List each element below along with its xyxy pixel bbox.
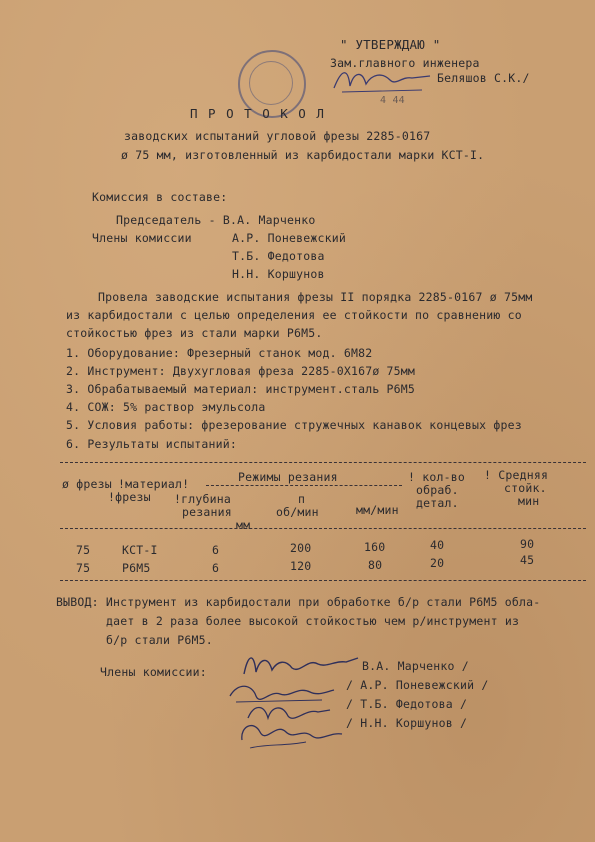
table-row-2-diameter: 75	[76, 561, 91, 575]
commission-intro: Комиссия в составе:	[92, 190, 228, 204]
table-header-rule	[60, 528, 586, 529]
table-header-durability-1: ! Средняя	[484, 468, 549, 482]
table-row-2-material: Р6М5	[122, 561, 151, 575]
body-item-2: 2. Инструмент: Двухугловая фреза 2285-0Х167ø 75мм	[66, 364, 416, 378]
table-modes-rule	[206, 485, 402, 486]
table-row-1-feed: 160	[364, 540, 386, 554]
commission-member-3: Н.Н. Коршунов	[232, 267, 325, 281]
member-signature-4	[236, 718, 346, 752]
table-header-quantity-2: обраб.	[416, 483, 459, 497]
table-bottom-rule	[60, 580, 586, 581]
table-row-1-depth: 6	[212, 543, 220, 557]
approval-title: " УТВЕРЖДАЮ "	[340, 37, 441, 52]
table-row-1-material: КСТ-I	[122, 543, 158, 557]
table-header-depth-3: мм	[236, 518, 251, 532]
table-header-depth-1: !глубина	[174, 492, 231, 506]
commission-member-2: Т.Б. Федотова	[232, 249, 325, 263]
table-header-feed: мм/мин	[356, 503, 399, 517]
table-row-1-durability: 90	[520, 537, 535, 551]
table-row-1-diameter: 75	[76, 543, 91, 557]
member-signature-1	[240, 650, 360, 680]
document-subtitle-line2: ø 75 мм, изготовленный из карбидостали марки КСТ-I.	[121, 148, 485, 162]
body-item-4: 4. СОЖ: 5% раствор эмульсола	[66, 400, 266, 414]
document-heading: П Р О Т О К О Л	[190, 106, 326, 121]
body-item-1: 1. Оборудование: Фрезерный станок мод. 6М82	[66, 346, 373, 360]
table-header-material-2: !фрезы	[108, 490, 151, 504]
table-top-rule	[60, 462, 586, 463]
table-row-2-feed: 80	[368, 558, 383, 572]
table-row-2-depth: 6	[212, 561, 220, 575]
commission-member-1: А.Р. Поневежский	[232, 231, 346, 245]
document-subtitle-line1: заводских испытаний угловой фрезы 2285-0167	[124, 129, 431, 143]
approver-signature	[332, 66, 432, 96]
table-header-modes: Режимы резания	[238, 470, 338, 484]
conclusion-line1: ВЫВОД: Инструмент из карбидостали при обработке б/р стали Р6М5 обла-	[56, 595, 541, 609]
approval-date-note: 4 44	[380, 95, 405, 106]
body-item-5: 5. Условия работы: фрезерование стружечных канавок концевых фрез	[66, 418, 522, 432]
table-row-2-quantity: 20	[430, 556, 445, 570]
table-row-1-speed: 200	[290, 541, 312, 555]
table-header-material-1: !материал!	[118, 477, 190, 491]
signature-name-3: / Т.Б. Федотова /	[346, 697, 468, 711]
approval-name: Беляшов С.К./	[437, 71, 530, 85]
table-header-durability-3: мин	[518, 494, 540, 508]
table-header-quantity-1: ! кол-во	[408, 470, 465, 484]
table-header-depth-2: резания	[182, 505, 232, 519]
commission-members-label: Члены комиссии	[92, 231, 192, 245]
body-paragraph-line3: стойкостью фрез из стали марки Р6М5.	[66, 326, 323, 340]
signature-name-2: / А.Р. Поневежский /	[346, 678, 489, 692]
table-row-1-quantity: 40	[430, 538, 445, 552]
body-item-6: 6. Результаты испытаний:	[66, 437, 237, 451]
conclusion-line2: дает в 2 раза более высокой стойкостью чем р/инструмент из	[106, 614, 520, 628]
signature-name-4: / Н.Н. Коршунов /	[346, 716, 468, 730]
table-header-quantity-3: детал.	[416, 496, 459, 510]
table-header-durability-2: стойк.	[504, 481, 547, 495]
table-header-diameter: ø фрезы	[62, 477, 112, 491]
table-row-2-durability: 45	[520, 553, 535, 567]
approval-position: Зам.главного инженера	[330, 56, 480, 70]
signature-name-1: В.А. Марченко /	[362, 659, 469, 673]
table-row-2-speed: 120	[290, 559, 312, 573]
table-header-speed-1: п	[298, 492, 306, 506]
body-item-3: 3. Обрабатываемый материал: инструмент.сталь Р6М5	[66, 382, 416, 396]
table-header-speed-2: об/мин	[276, 505, 319, 519]
body-paragraph-line1: Провела заводские испытания фрезы II порядка 2285-0167 ø 75мм	[98, 290, 533, 304]
signatures-label: Члены комиссии:	[100, 665, 207, 679]
body-paragraph-line2: из карбидостали с целью определения ее стойкости по сравнению со	[66, 308, 522, 322]
commission-chair: Председатель - В.А. Марченко	[116, 213, 316, 227]
conclusion-line3: б/р стали Р6М5.	[106, 633, 213, 647]
